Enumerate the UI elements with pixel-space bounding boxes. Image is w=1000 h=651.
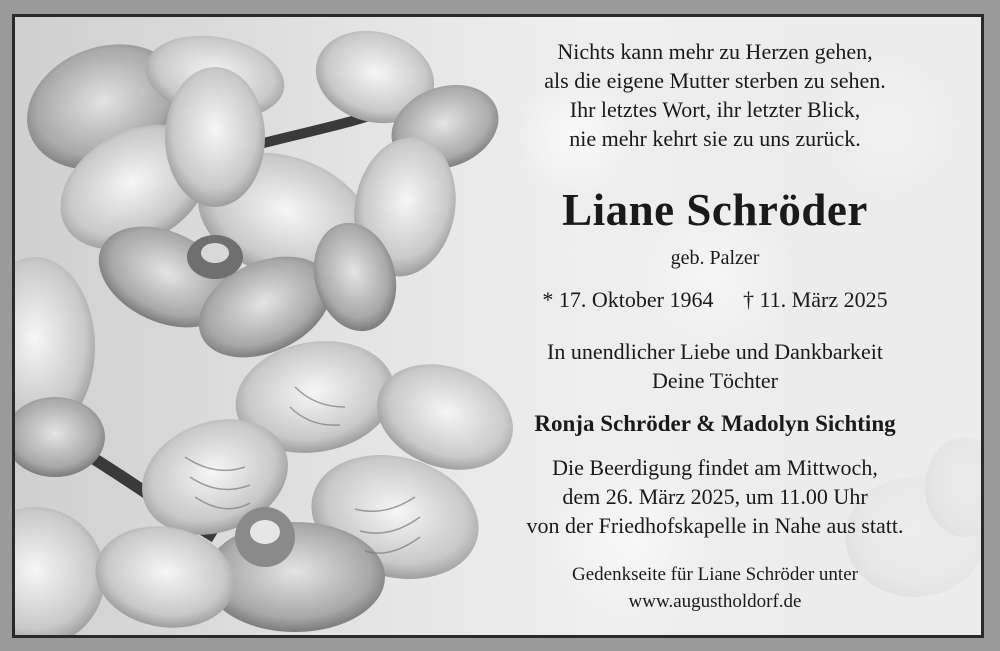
notice-text-column: [465, 17, 965, 635]
mourner-names: Ronja Schröder & Madolyn Sichting: [534, 411, 896, 436]
funeral-line: dem 26. März 2025, um 11.00 Uhr: [562, 484, 868, 509]
funeral-line: von der Friedhofskapelle in Nahe aus statt.: [526, 513, 904, 538]
funeral-line: Die Beerdigung findet am Mittwoch,: [552, 455, 878, 480]
memorial-page-info: [465, 561, 965, 615]
maiden-name: geb. Palzer: [670, 247, 760, 269]
deceased-name: Liane Schröder: [562, 185, 868, 235]
poem-line: Nichts kann mehr zu Herzen gehen,: [557, 39, 873, 64]
obituary-notice: [12, 14, 984, 638]
poem-line: Ihr letztes Wort, ihr letzter Blick,: [569, 97, 861, 122]
dedication-line: Deine Töchter: [651, 368, 779, 393]
poem-line: als die eigene Mutter sterben zu sehen.: [544, 68, 886, 93]
mourners-dedication: [465, 337, 965, 395]
death-date: † 11. März 2025: [742, 287, 888, 312]
memorial-url[interactable]: www.augustholdorf.de: [628, 591, 802, 612]
memorial-line: Gedenkseite für Liane Schröder unter: [572, 564, 858, 585]
poem: [465, 37, 965, 153]
life-dates: [465, 285, 965, 315]
birth-date: * 17. Oktober 1964: [542, 287, 714, 312]
funeral-info: [465, 453, 965, 540]
dedication-line: In unendlicher Liebe und Dankbarkeit: [547, 339, 883, 364]
poem-line: nie mehr kehrt sie zu uns zurück.: [569, 126, 861, 151]
